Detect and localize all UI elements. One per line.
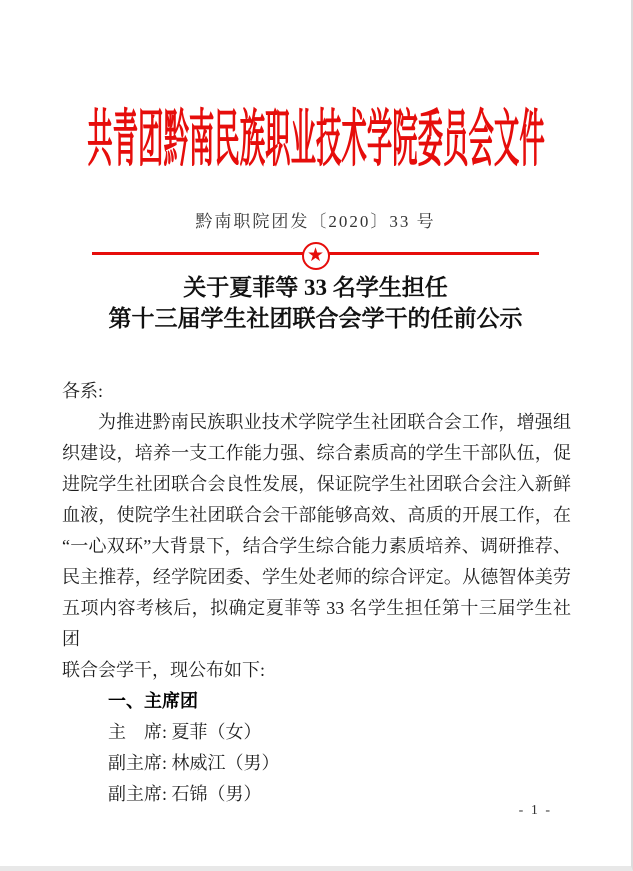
star-icon: ★	[306, 243, 325, 266]
body-line: 民主推荐，经学院团委、学生处老师的综合评定。从德智体美劳	[62, 567, 571, 587]
body-line: 血液，使院学生社团联合会干部能够高效、高质的开展工作，在	[62, 505, 571, 525]
body-line: 进院学生社团联合会良性发展，保证院学生社团联合会注入新鲜	[62, 474, 571, 494]
document-number: 黔南职院团发〔2020〕33 号	[195, 212, 436, 231]
document-title	[0, 272, 631, 334]
body-line: 五项内容考核后，拟确定夏菲等 33 名学生担任第十三届学生社团	[62, 598, 571, 649]
circled-star-badge	[302, 242, 330, 270]
salutation-line: 各系:	[62, 381, 104, 401]
document-body	[62, 376, 571, 810]
letterhead	[0, 106, 631, 174]
vice-chairman-line: 副主席: 林威江（男）	[108, 753, 280, 773]
document-title-line-2: 第十三届学生社团联合会学干的任前公示	[108, 306, 523, 331]
letterhead-title: 共青团黔南民族职业技术学院委员会文件	[86, 106, 545, 174]
chairman-line: 主 席: 夏菲（女）	[108, 722, 262, 742]
body-line: “一心双环”大背景下，结合学生综合能力素质培养、调研推荐、	[62, 536, 571, 556]
vice-chairman-line: 副主席: 石锦（男）	[108, 784, 262, 804]
body-line: 为推进黔南民族职业技术学院学生社团联合会工作，增强组	[98, 412, 571, 432]
section-heading: 一、主席团	[108, 691, 198, 711]
page-number: - 1 -	[518, 803, 552, 818]
red-divider-line	[92, 243, 539, 266]
document-title-line-1: 关于夏菲等 33 名学生担任	[183, 275, 448, 300]
body-line: 织建设，培养一支工作能力强、综合素质高的学生干部队伍，促	[62, 443, 571, 463]
body-line: 联合会学干，现公布如下:	[62, 660, 265, 680]
